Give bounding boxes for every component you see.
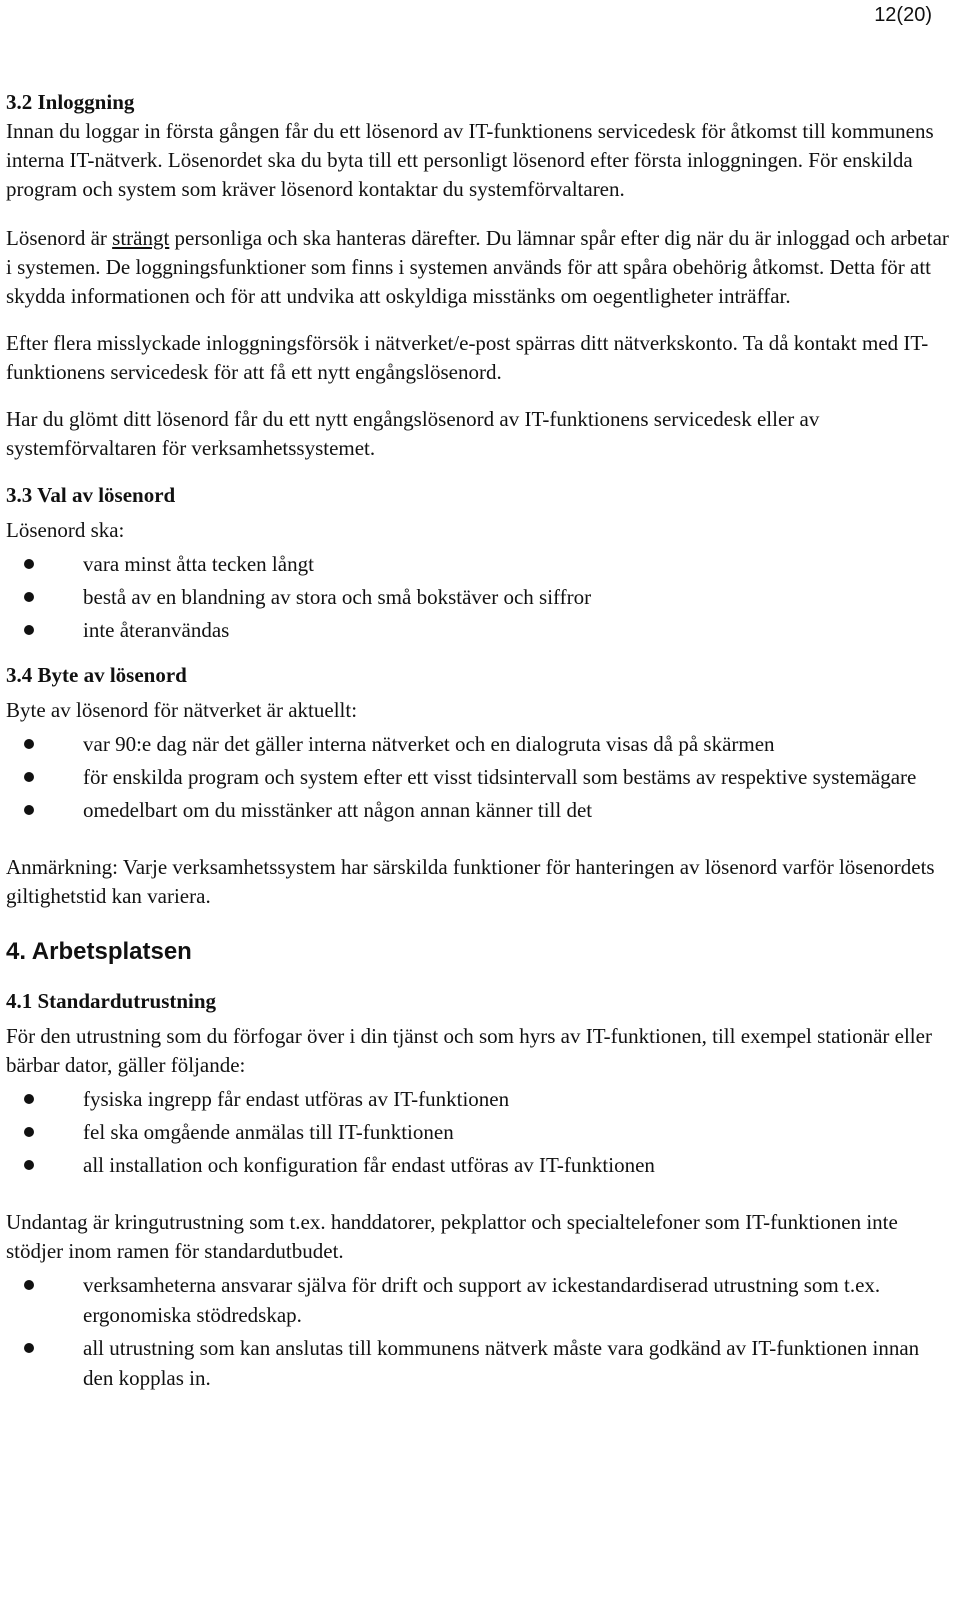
list-item: fysiska ingrepp får endast utföras av IT-funktionen [6,1084,950,1114]
section-heading-3-3: 3.3 Val av lösenord [6,483,176,507]
list-item: all installation och konfiguration får endast utföras av IT-funktionen [6,1150,950,1180]
list-item: fel ska omgående anmälas till IT-funktionen [6,1117,950,1147]
bullet-list [6,549,950,645]
section-heading-4: 4. Arbetsplatsen [6,938,192,965]
paragraph: Undantag är kringutrustning som t.ex. handdatorer, pekplattor och specialtelefoner som IT-funktionen inte stödjer inom ramen för standardutbudet. [6,1210,898,1263]
list-item: bestå av en blandning av stora och små bokstäver och siffror [6,582,950,612]
list-item: inte återanvändas [6,615,950,645]
list-item: omedelbart om du misstänker att någon annan känner till det [6,795,950,825]
paragraph: Efter flera misslyckade inloggningsförsök i nätverket/e-post spärras ditt nätverkskonto. Ta då kontakt med IT-funktionens servicedesk för att få ett nytt engångslösenord. [6,331,929,384]
list-item: vara minst åtta tecken långt [6,549,950,579]
paragraph: Har du glömt ditt lösenord får du ett nytt engångslösenord av IT-funktionens servicedesk eller av systemförvaltaren för verksamhetssystemet. [6,407,820,460]
bullet-list [6,729,950,825]
paragraph: Innan du loggar in första gången får du ett lösenord av IT-funktionens servicedesk för åtkomst till kommunens interna IT-nätverk. Lösenordet ska du byta till ett personligt lösenord efter första inloggningen. För enskilda program och system som kräver lösenord kontaktar du systemförvaltaren. [6,119,934,201]
list-item: verksamheterna ansvarar själva för drift och support av ickestandardiserad utrustning som t.ex. ergonomiska stödredskap. [6,1270,950,1330]
underlined-word: strängt [112,226,170,250]
list-item: var 90:e dag när det gäller interna nätverket och en dialogruta visas då på skärmen [6,729,950,759]
paragraph: Anmärkning: Varje verksamhetssystem har särskilda funktioner för hanteringen av lösenord varför lösenordets giltighetstid kan variera. [6,855,935,908]
page-number: 12(20) [874,4,932,26]
section-heading-3-4: 3.4 Byte av lösenord [6,663,187,687]
bullet-list [6,1270,950,1393]
paragraph: Lösenord är strängt personliga och ska hanteras därefter. Du lämnar spår efter dig när du är inloggad och arbetar i systemen. De loggningsfunktioner som finns i systemen används för att spåra obehörig åtkomst. Detta för att skydda informationen och för att undvika att oskyldiga misstänks om oegentligheter inträffar. [6,226,949,308]
paragraph: Lösenord ska: [6,518,125,542]
bullet-list [6,1084,950,1180]
section-heading-3-2: 3.2 Inloggning [6,90,135,114]
list-item: för enskilda program och system efter ett visst tidsintervall som bestäms av respektive systemägare [6,762,950,792]
section-heading-4-1: 4.1 Standardutrustning [6,989,217,1013]
paragraph: Byte av lösenord för nätverket är aktuellt: [6,698,358,722]
document-body [6,88,950,1393]
paragraph: För den utrustning som du förfogar över i din tjänst och som hyrs av IT-funktionen, till exempel stationär eller bärbar dator, gäller följande: [6,1024,932,1077]
list-item: all utrustning som kan anslutas till kommunens nätverk måste vara godkänd av IT-funktionen innan den kopplas in. [6,1333,950,1393]
